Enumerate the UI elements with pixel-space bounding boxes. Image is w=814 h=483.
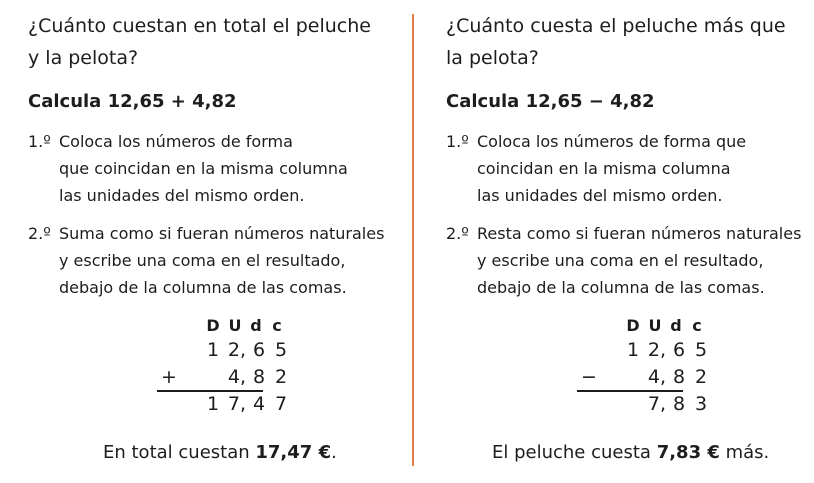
header-tenths: d — [250, 316, 262, 335]
digit: 2, — [227, 339, 247, 361]
step-number: 2.º — [446, 224, 469, 243]
step-number: 1.º — [446, 132, 469, 151]
digit: 2 — [274, 366, 288, 388]
step-line: las unidades del mismo orden. — [477, 186, 723, 205]
step-text — [477, 128, 746, 209]
step-line: debajo de la columna de las comas. — [477, 278, 765, 297]
step-line: Resta como si fueran números naturales — [477, 224, 802, 243]
place-value-headers — [573, 315, 702, 337]
calculation-heading — [446, 90, 655, 114]
result-prefix: El peluche cuesta — [492, 442, 651, 463]
column-divider — [412, 14, 414, 466]
heading-expression: 12,65 + 4,82 — [107, 91, 237, 112]
operator: + — [161, 366, 177, 388]
digit: 1 — [626, 339, 640, 361]
digit: 7 — [274, 393, 288, 415]
header-tens: D — [626, 316, 640, 335]
digit: 8 — [672, 366, 686, 388]
question — [446, 10, 814, 74]
digit: 6 — [672, 339, 686, 361]
digit: 4 — [252, 393, 266, 415]
digit: 3 — [694, 393, 708, 415]
header-units: U — [228, 316, 242, 335]
calculation-heading — [28, 90, 237, 114]
step-line: debajo de la columna de las comas. — [59, 278, 347, 297]
step-number: 2.º — [28, 224, 51, 243]
result-suffix: . — [331, 442, 337, 463]
header-tens: D — [206, 316, 220, 335]
step-line: las unidades del mismo orden. — [59, 186, 305, 205]
step-line: y escribe una coma en el resultado, — [59, 251, 346, 270]
result-line — [157, 390, 263, 392]
header-hundredths: c — [272, 316, 282, 335]
step-line: Coloca los números de forma — [59, 132, 293, 151]
heading-expression: 12,65 − 4,82 — [525, 91, 655, 112]
digit: 8 — [672, 393, 686, 415]
step-line: Suma como si fueran números naturales — [59, 224, 385, 243]
addition-column — [28, 0, 418, 483]
digit: 1 — [206, 393, 220, 415]
result-value: 7,83 € — [656, 442, 720, 463]
header-tenths: d — [670, 316, 682, 335]
digit: 4, — [647, 366, 667, 388]
step-number: 1.º — [28, 132, 51, 151]
digit: 7, — [227, 393, 247, 415]
header-units: U — [648, 316, 662, 335]
digit: 7, — [647, 393, 667, 415]
question-line: ¿Cuánto cuesta el peluche más que — [446, 15, 786, 37]
heading-prefix: Calcula — [28, 91, 102, 112]
result-sentence — [103, 438, 337, 468]
digit: 8 — [252, 366, 266, 388]
digit: 4, — [227, 366, 247, 388]
question — [28, 10, 398, 74]
step-line: que coincidan en la misma columna — [59, 159, 348, 178]
digit: 5 — [694, 339, 708, 361]
digit: 5 — [274, 339, 288, 361]
place-value-headers — [153, 315, 282, 337]
digit: 6 — [252, 339, 266, 361]
operator: − — [581, 366, 597, 388]
step-line: y escribe una coma en el resultado, — [477, 251, 764, 270]
header-hundredths: c — [692, 316, 702, 335]
result-sentence — [492, 438, 769, 468]
step-text — [59, 128, 348, 209]
question-line: ¿Cuánto cuestan en total el peluche — [28, 15, 371, 37]
heading-prefix: Calcula — [446, 91, 520, 112]
question-line: la pelota? — [446, 47, 539, 69]
step-text — [59, 220, 384, 301]
result-prefix: En total cuestan — [103, 442, 250, 463]
result-line — [577, 390, 683, 392]
digit: 2 — [694, 366, 708, 388]
subtraction-column — [446, 0, 814, 483]
result-value: 17,47 € — [255, 442, 332, 463]
step-text — [477, 220, 801, 301]
digit: 2, — [647, 339, 667, 361]
digit: 1 — [206, 339, 220, 361]
question-line: y la pelota? — [28, 47, 139, 69]
step-line: Coloca los números de forma que — [477, 132, 747, 151]
step-line: coincidan en la misma columna — [477, 159, 731, 178]
result-suffix: más. — [719, 442, 770, 463]
